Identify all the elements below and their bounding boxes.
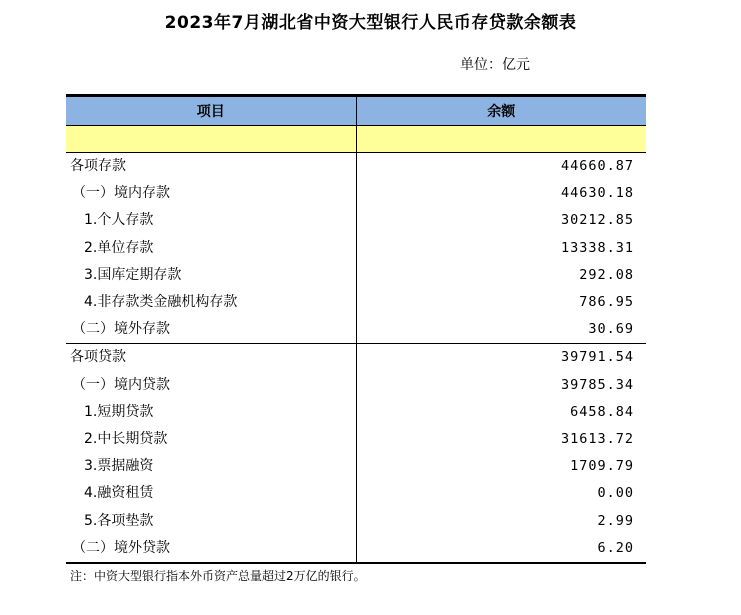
unit-label: 单位：亿元 xyxy=(460,57,530,73)
table-row xyxy=(66,180,646,207)
table-header-row xyxy=(66,96,646,126)
table-row xyxy=(66,426,646,453)
row-value: 292.08 xyxy=(579,266,634,283)
row-value: 786.95 xyxy=(579,294,634,311)
row-value: 1709.79 xyxy=(570,458,634,475)
row-value: 39791.54 xyxy=(356,344,646,372)
column-header-item: 项目 xyxy=(66,96,356,126)
table-row xyxy=(66,372,646,399)
column-header-balance: 余额 xyxy=(356,96,646,126)
table-row xyxy=(66,235,646,262)
table-row xyxy=(66,399,646,426)
row-label: 2.中长期贷款 xyxy=(66,426,356,453)
row-label: （二）境外存款 xyxy=(66,316,356,344)
highlight-cell xyxy=(356,126,646,153)
row-value: 0.00 xyxy=(597,485,634,502)
table-row xyxy=(66,507,646,534)
row-label: 4.融资租赁 xyxy=(66,480,356,507)
row-label: 3.国库定期存款 xyxy=(66,262,356,289)
row-value: 30212.85 xyxy=(560,212,634,229)
table-row xyxy=(66,480,646,507)
row-label: 各项贷款 xyxy=(66,344,356,372)
row-label: 2.单位存款 xyxy=(66,235,356,262)
highlight-row xyxy=(66,126,646,153)
row-value: 13338.31 xyxy=(560,239,634,256)
footnote: 注：中资大型银行指本外币资产总量超过2万亿的银行。 xyxy=(70,569,366,583)
highlight-cell xyxy=(66,126,356,153)
row-value: 44630.18 xyxy=(560,185,634,202)
table-row xyxy=(66,344,646,372)
table-row xyxy=(66,289,646,316)
row-label: 1.短期贷款 xyxy=(66,399,356,426)
table-row xyxy=(66,453,646,480)
row-value: 30.69 xyxy=(588,321,634,338)
table-row xyxy=(66,207,646,234)
row-value: 31613.72 xyxy=(560,430,634,447)
balance-table xyxy=(66,94,646,564)
row-label: （一）境内存款 xyxy=(66,180,356,207)
row-label: 3.票据融资 xyxy=(66,453,356,480)
row-label: （二）境外贷款 xyxy=(66,535,356,563)
row-label: 各项存款 xyxy=(66,153,356,181)
page-title: 2023年7月湖北省中资大型银行人民币存贷款余额表 xyxy=(164,13,577,33)
table-row xyxy=(66,535,646,563)
row-value: 2.99 xyxy=(597,512,634,529)
table-row xyxy=(66,153,646,181)
row-label: 1.个人存款 xyxy=(66,207,356,234)
row-value: 6458.84 xyxy=(570,403,634,420)
table-row xyxy=(66,316,646,344)
row-label: 5.各项垫款 xyxy=(66,507,356,534)
table-row xyxy=(66,262,646,289)
row-value: 44660.87 xyxy=(560,158,634,175)
row-value: 39785.34 xyxy=(560,376,634,393)
row-value: 6.20 xyxy=(356,535,646,563)
row-label: 4.非存款类金融机构存款 xyxy=(66,289,356,316)
row-label: （一）境内贷款 xyxy=(66,372,356,399)
